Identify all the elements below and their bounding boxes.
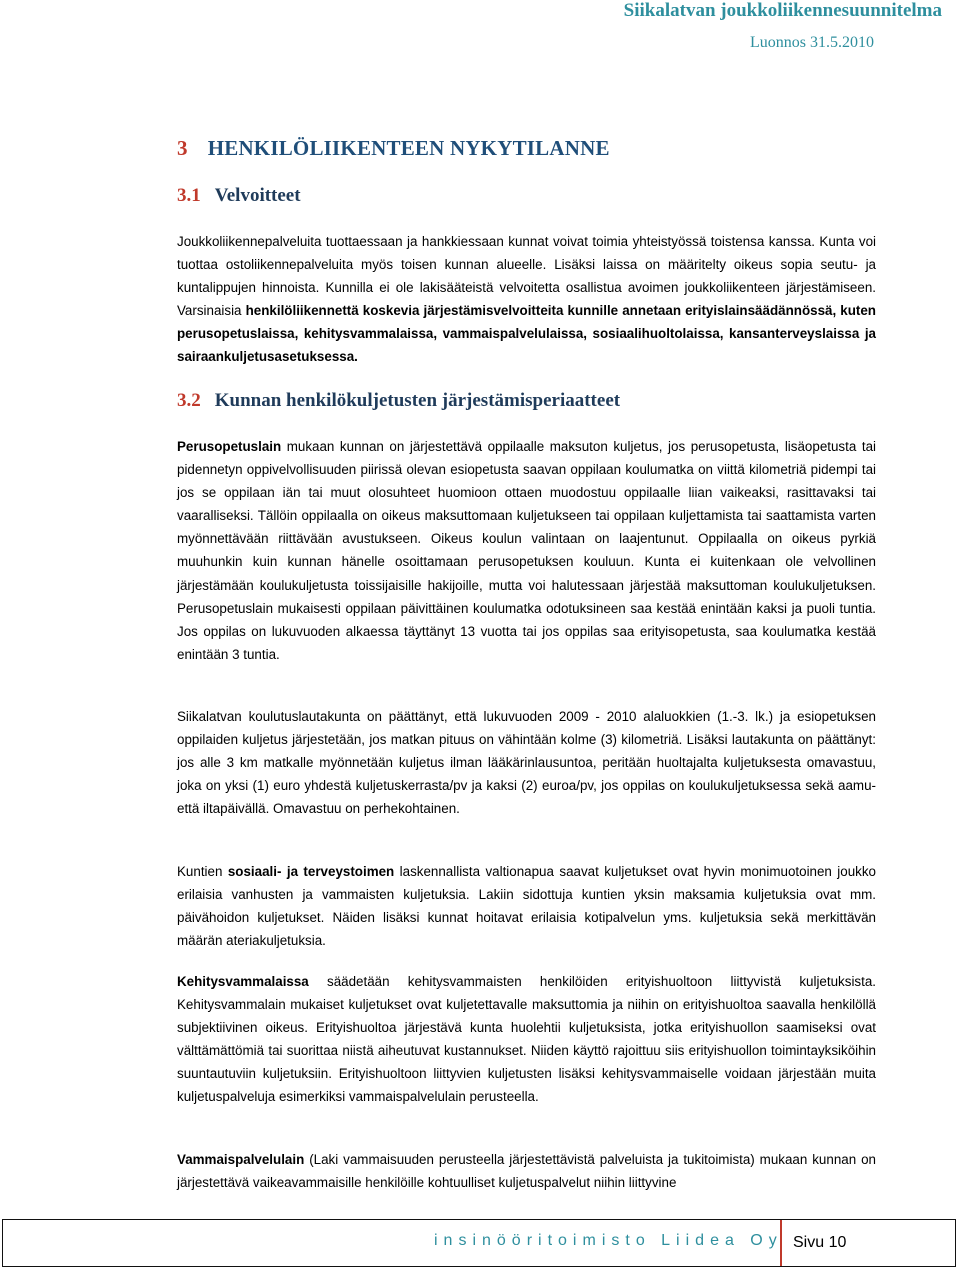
- paragraph-text: säädetään kehitysvammaisten henkilöiden erityishuoltoon liittyvistä kuljetuksista. Kehitysvammalain mukaiset kuljetukset ovat kuljetettavalle maksuttomia ja niihin on erityishuoltoa saavalla henkilöllä subjektiivinen oikeus. Erityishuoltoa järjestävä kunta huolehtii kuljetuksista, jotka erityishuollon saamiseksi ovat välttämättömiä tai suorittaa niistä aiheutuvat kustannukset. Niiden käyttö rajoittuu siis erityishuollon toimintayksiköihin suuntautuviin kuljetuksiin. Erityishuoltoon liittyvien kuljetusten lisäksi kehitysvammaiselle voidaan järjestään muita kuljetuspalveluja esimerkiksi vammaispalvelulain perusteella.: [177, 974, 876, 1105]
- paragraph-text: Siikalatvan koulutuslautakunta on päättänyt, että lukuvuoden 2009 - 2010 alaluokkien (1.-3. lk.) ja esiopetuksen oppilaiden kuljetus järjestetään, jos matkan pituus on vähintään kolme (3) kilometriä. Lisäksi lautakunta on päättänyt: jos alle 3 km matkalle myönnetään kuljetus ilman lääkärinlausuntoa, peritään huoltajalta kuljetuksesta omavastuu, joka on yksi (1) euro yhdestä kuljetuskerrasta/pv ja kaksi (2) euroa/pv, jos oppilas on koulukuljetuksessa sekä aamu- että iltapäivällä. Omavastuu on perhekohtainen.: [177, 709, 876, 817]
- section-title: Velvoitteet: [214, 185, 301, 206]
- paragraph-text: Kuntien: [177, 864, 228, 879]
- document-header-date: Luonnos 31.5.2010: [750, 34, 874, 51]
- paragraph-bold-text: Perusopetuslain: [177, 439, 282, 454]
- paragraph-velvoitteet: [177, 230, 876, 369]
- section-title: HENKILÖLIIKENTEEN NYKYTILANNE: [207, 136, 610, 160]
- section-3-2-heading: [177, 390, 620, 412]
- section-number: 3.1: [177, 185, 201, 206]
- paragraph-bold-text: Vammaispalvelulain: [177, 1152, 305, 1167]
- paragraph-bold-text: Kehitysvammalaissa: [177, 974, 309, 989]
- section-number: 3: [177, 136, 188, 160]
- section-3-heading: [177, 136, 610, 161]
- section-number: 3.2: [177, 390, 201, 411]
- paragraph-koulutuslautakunta: [177, 705, 876, 820]
- paragraph-text: laskennallista valtionapua saavat kuljetukset ovat hyvin monimuotoinen joukko erilaisia vanhusten ja vammaisten kuljetuksia. Lakiin sidottuja kuntien yksin maksamia kuljetuksia ovat mm. päivähoidon kuljetukset. Näiden lisäksi kunnat hoitavat erilaisia kotipalvelun yms. kuljetuksia sekä merkittävän määrän ateriakuljetuksia.: [177, 864, 877, 949]
- paragraph-text: mukaan kunnan on järjestettävä oppilaalle maksuton kuljetus, jos perusopetusta, lisäopetusta tai pidennetyn oppivelvollisuuden piirissä olevan esiopetusta saavan oppilaan koulumatka on viittä kilometriä pidempi tai jos se oppilaan iän tai muut olosuhteet huomioon ottaen muodostuu oppilaalle liian vaikeaksi, rasittavaksi tai vaaralliseksi. Tällöin oppilaalla on oikeus maksuttomaan kuljetukseen tai oppilaan kuljettamista tai saattamista varten myönnettävään riittävään avustukseen. Oikeus koulun valintaan on laajentunut. Oppilaalla on oikeus pyrkiä muuhunkin kuin kunnan hänelle osoittamaan perusopetuksen kouluun. Kunta ei kuitenkaan ole velvollinen järjestämään koulukuljetusta toissijaisille hakijoille, mutta voi halutessaan järjestää maksuttoman koulukuljetuksen. Perusopetuslain mukaisesti oppilaan päivittäinen koulumatka odotuksineen saa kestää enintään kaksi ja puoli tuntia. Jos oppilas on lukuvuoden alkaessa täyttänyt 13 vuotta tai jos oppilas saa erityisopetusta, saa koulumatka kestää enintään 3 tuntia.: [177, 439, 876, 662]
- paragraph-bold-text: henkilöliikennettä koskevia järjestämisvelvoitteita kunnille annetaan erityislainsäädännössä, kuten perusopetuslaissa, kehitysvammalaissa, vammaispalvelulaissa, sosiaalihuoltolaissa, kansanterveyslaissa ja sairaankuljetusasetuksessa.: [177, 303, 876, 365]
- paragraph-text: Joukkoliikennepalveluita tuottaessaan ja hankkiessaan kunnat voivat toimia yhteistyössä toistensa kanssa. Kunta voi tuottaa ostoliikennepalveluita myös toisen kunnan alueelle. Lisäksi laissa on määritelty oikeus sopia seutu- ja kuntalippujen hinnoista. Kunnilla ei ole lakisääteistä velvoitetta osallistua avoimen joukkoliikenteen järjestämiseen. Varsinaisia: [177, 234, 876, 319]
- paragraph-vammaispalvelulaki: [177, 1148, 876, 1194]
- paragraph-text: (Laki vammaisuuden perusteella järjestettävistä palveluista ja tukitoimista) mukaan kunnan on järjestettävä vaikeavammaisille henkilöille kohtuulliset kuljetuspalvelut niihin liittyvine: [177, 1152, 876, 1191]
- paragraph-sosiaali-terveystoimi: [177, 860, 876, 952]
- paragraph-kehitysvammalaki: [177, 970, 876, 1109]
- footer-company-name: insinööritoimisto Liidea Oy: [434, 1232, 783, 1249]
- paragraph-bold-text: sosiaali- ja terveystoimen: [227, 864, 395, 879]
- footer-page-number: Sivu 10: [780, 1220, 860, 1266]
- document-header-title: Siikalatvan joukkoliikennesuunnitelma: [623, 0, 942, 21]
- section-title: Kunnan henkilökuljetusten järjestämisperiaatteet: [214, 390, 621, 411]
- section-3-1-heading: [177, 185, 301, 207]
- paragraph-perusopetuslaki: [177, 435, 876, 666]
